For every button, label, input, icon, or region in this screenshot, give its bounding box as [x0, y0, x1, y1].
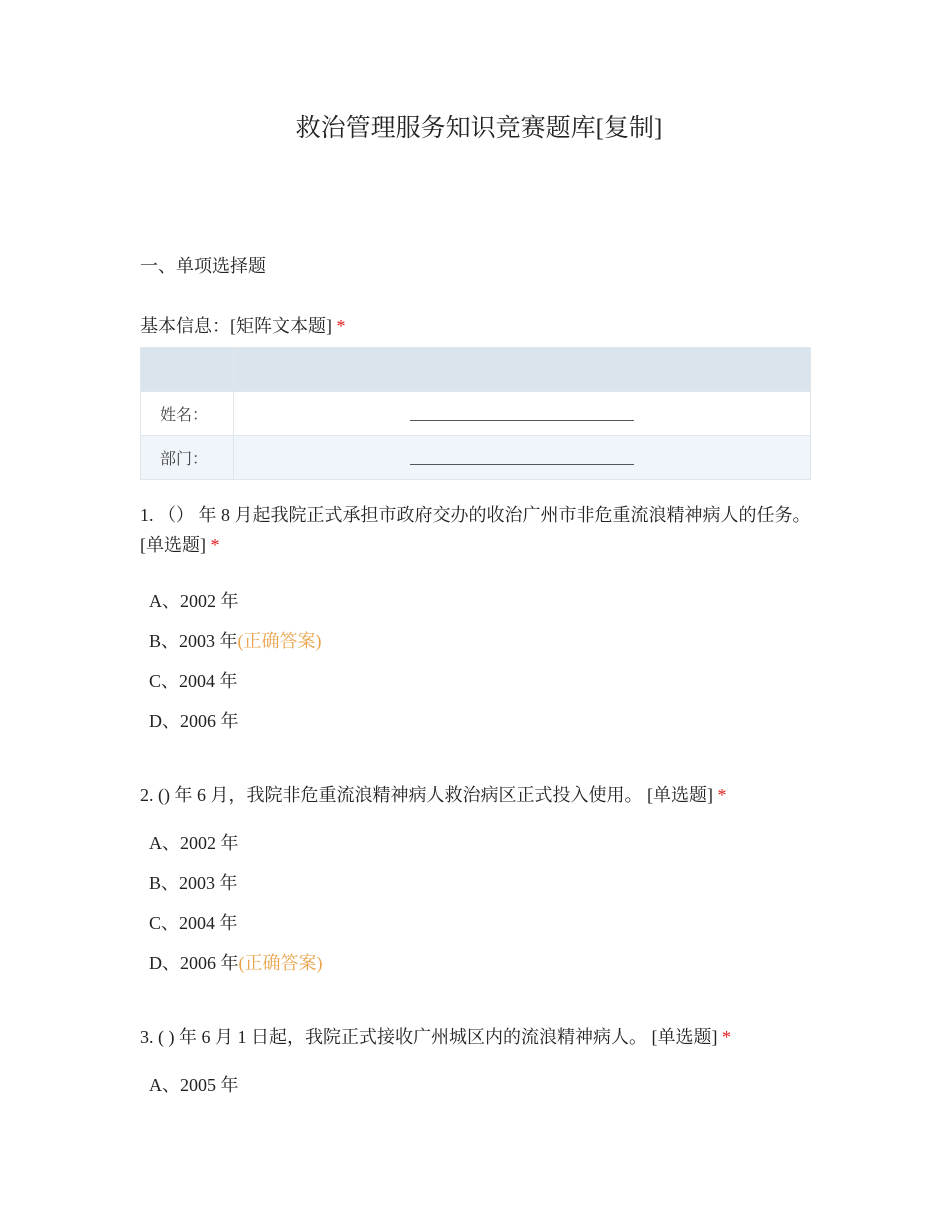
question-1: [140, 500, 812, 560]
option-text: A、2002 年: [149, 591, 239, 611]
question-3: [140, 1022, 812, 1052]
question-text: 1. （） 年 8 月起我院正式承担市政府交办的收治广州市非危重流浪精神病人的任务。 [单选题]: [140, 505, 811, 555]
option-text: D、2006 年: [149, 711, 239, 731]
option-text: B、2003 年: [149, 873, 238, 893]
option-text: C、2004 年: [149, 913, 238, 933]
correct-answer-tag: (正确答案): [238, 953, 323, 973]
option-text: A、2002 年: [149, 833, 239, 853]
name-input-cell[interactable]: [234, 392, 811, 436]
option-text: B、2003 年: [149, 631, 238, 651]
matrix-question-text: 基本信息：[矩阵文本题]: [140, 316, 332, 336]
q1-option-c[interactable]: [149, 667, 238, 693]
required-mark: *: [721, 1027, 731, 1047]
q1-option-b[interactable]: [149, 627, 322, 653]
option-text: D、2006 年: [149, 953, 239, 973]
option-text: C、2004 年: [149, 671, 238, 691]
question-2: [140, 780, 812, 810]
matrix-row-label: 姓名：: [141, 392, 234, 436]
q2-option-c[interactable]: [149, 909, 238, 935]
matrix-header-cell: [234, 348, 811, 392]
question-text: 2. () 年 6 月，我院非危重流浪精神病人救治病区正式投入使用。 [单选题]: [140, 785, 713, 805]
matrix-question-label: [140, 312, 346, 338]
matrix-header-row: [141, 348, 811, 392]
required-mark: *: [336, 316, 346, 336]
name-input-blank[interactable]: [410, 406, 634, 421]
q3-option-a[interactable]: [149, 1071, 239, 1097]
q1-option-a[interactable]: [149, 587, 239, 613]
department-input-blank[interactable]: [410, 450, 634, 465]
correct-answer-tag: (正确答案): [237, 631, 322, 651]
section-title: 一、单项选择题: [140, 256, 266, 276]
matrix-row-name: [141, 392, 811, 436]
required-mark: *: [210, 535, 220, 555]
matrix-row-label: 部门：: [141, 436, 234, 480]
q2-option-a[interactable]: [149, 829, 239, 855]
required-mark: *: [717, 785, 727, 805]
q2-option-b[interactable]: [149, 869, 238, 895]
matrix-header-cell: [141, 348, 234, 392]
matrix-row-department: [141, 436, 811, 480]
q2-option-d[interactable]: [149, 949, 323, 975]
info-matrix-table: [140, 347, 811, 480]
document-title: 救治管理服务知识竞赛题库[复制]: [295, 115, 663, 142]
q1-option-d[interactable]: [149, 707, 239, 733]
department-input-cell[interactable]: [234, 436, 811, 480]
question-text: 3. ( ) 年 6 月 1 日起，我院正式接收广州城区内的流浪精神病人。 [单选题]: [140, 1027, 718, 1047]
option-text: A、2005 年: [149, 1075, 239, 1095]
